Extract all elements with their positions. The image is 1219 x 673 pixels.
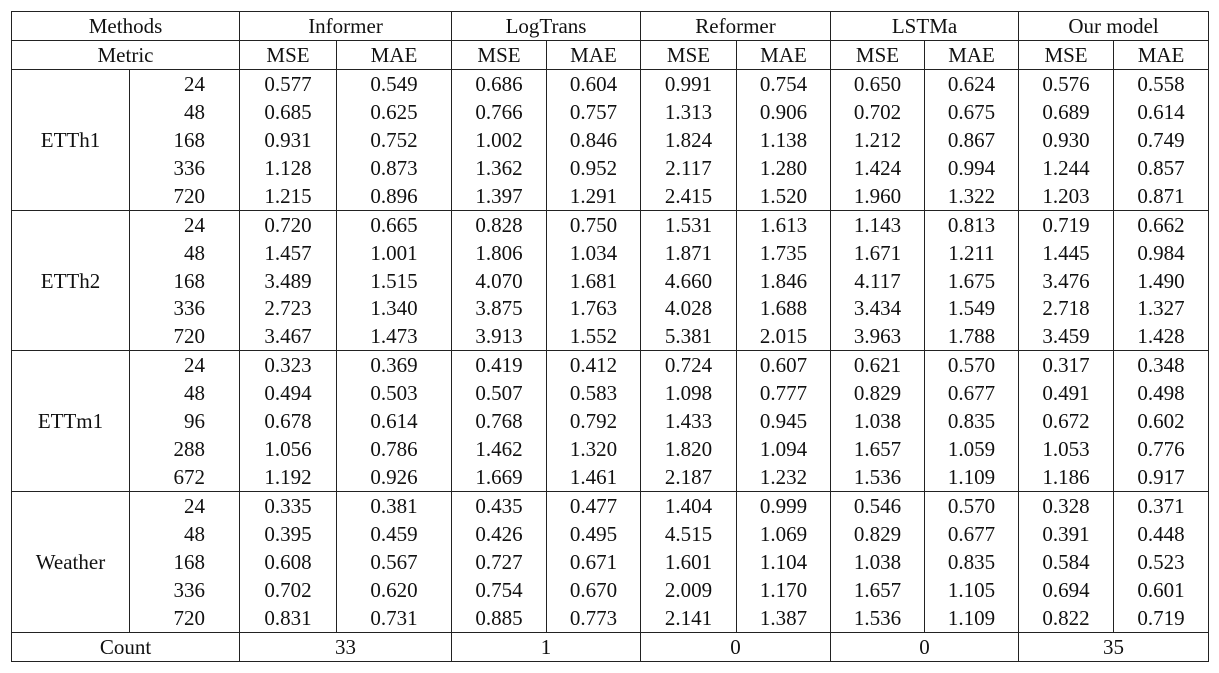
mae-value-cell: 1.846 <box>737 267 831 295</box>
table-row <box>12 69 1209 97</box>
mse-value-cell: 1.536 <box>831 604 925 632</box>
mae-value-cell: 0.846 <box>547 126 641 154</box>
mae-value-cell: 1.001 <box>337 239 452 267</box>
mse-value-cell: 1.215 <box>240 182 337 210</box>
mse-value-cell: 0.686 <box>452 69 547 97</box>
mae-value-cell: 0.896 <box>337 182 452 210</box>
table-row <box>12 182 1209 210</box>
mse-value-cell: 0.930 <box>1019 126 1114 154</box>
mse-value-cell: 0.323 <box>240 351 337 379</box>
horizon-cell: 48 <box>130 520 240 548</box>
metric-mae: MAE <box>1114 40 1209 69</box>
mae-value-cell: 0.583 <box>547 379 641 407</box>
table-body <box>12 12 1209 662</box>
mae-value-cell: 0.570 <box>925 351 1019 379</box>
mse-value-cell: 0.719 <box>1019 210 1114 238</box>
mse-value-cell: 3.963 <box>831 322 925 350</box>
count-row <box>12 632 1209 661</box>
dataset-name: ETTh2 <box>12 210 130 351</box>
count-value-cell: 1 <box>452 632 641 661</box>
mae-value-cell: 0.719 <box>1114 604 1209 632</box>
table-row <box>12 126 1209 154</box>
mae-value-cell: 1.688 <box>737 294 831 322</box>
mse-value-cell: 1.424 <box>831 154 925 182</box>
mae-value-cell: 1.520 <box>737 182 831 210</box>
mse-value-cell: 2.415 <box>641 182 737 210</box>
mae-value-cell: 0.835 <box>925 407 1019 435</box>
mse-value-cell: 0.702 <box>240 576 337 604</box>
mse-value-cell: 1.056 <box>240 435 337 463</box>
mse-value-cell: 1.397 <box>452 182 547 210</box>
mae-value-cell: 0.776 <box>1114 435 1209 463</box>
horizon-cell: 288 <box>130 435 240 463</box>
mae-value-cell: 0.620 <box>337 576 452 604</box>
mae-value-cell: 0.984 <box>1114 239 1209 267</box>
model-header-our-model: Our model <box>1019 12 1209 41</box>
metric-mae: MAE <box>547 40 641 69</box>
mse-value-cell: 0.694 <box>1019 576 1114 604</box>
results-table <box>11 11 1209 662</box>
mse-value-cell: 4.660 <box>641 267 737 295</box>
table-row <box>12 239 1209 267</box>
mse-value-cell: 4.070 <box>452 267 547 295</box>
table-row <box>12 463 1209 491</box>
mse-value-cell: 4.117 <box>831 267 925 295</box>
metric-mae: MAE <box>737 40 831 69</box>
mse-value-cell: 0.685 <box>240 98 337 126</box>
mae-value-cell: 0.773 <box>547 604 641 632</box>
horizon-cell: 24 <box>130 351 240 379</box>
mse-value-cell: 0.576 <box>1019 69 1114 97</box>
mse-value-cell: 0.435 <box>452 492 547 520</box>
mae-value-cell: 1.320 <box>547 435 641 463</box>
mse-value-cell: 1.457 <box>240 239 337 267</box>
mae-value-cell: 0.477 <box>547 492 641 520</box>
mse-value-cell: 1.212 <box>831 126 925 154</box>
mae-value-cell: 1.059 <box>925 435 1019 463</box>
mse-value-cell: 4.028 <box>641 294 737 322</box>
mae-value-cell: 0.777 <box>737 379 831 407</box>
horizon-cell: 336 <box>130 576 240 604</box>
mae-value-cell: 1.473 <box>337 322 452 350</box>
mse-value-cell: 0.507 <box>452 379 547 407</box>
mae-value-cell: 1.549 <box>925 294 1019 322</box>
mse-value-cell: 0.689 <box>1019 98 1114 126</box>
mae-value-cell: 1.340 <box>337 294 452 322</box>
mse-value-cell: 1.657 <box>831 435 925 463</box>
mae-value-cell: 0.749 <box>1114 126 1209 154</box>
mse-value-cell: 0.822 <box>1019 604 1114 632</box>
mae-value-cell: 0.601 <box>1114 576 1209 604</box>
mse-value-cell: 2.009 <box>641 576 737 604</box>
mse-value-cell: 1.038 <box>831 548 925 576</box>
mse-value-cell: 1.404 <box>641 492 737 520</box>
mse-value-cell: 0.584 <box>1019 548 1114 576</box>
mae-value-cell: 1.322 <box>925 182 1019 210</box>
methods-label: Methods <box>12 12 240 41</box>
mse-value-cell: 1.462 <box>452 435 547 463</box>
model-header-lstma: LSTMa <box>831 12 1019 41</box>
mse-value-cell: 0.724 <box>641 351 737 379</box>
horizon-cell: 168 <box>130 126 240 154</box>
metric-label: Metric <box>12 40 240 69</box>
metric-mse: MSE <box>240 40 337 69</box>
table-row <box>12 210 1209 238</box>
mae-value-cell: 0.412 <box>547 351 641 379</box>
metric-mse: MSE <box>641 40 737 69</box>
mse-value-cell: 1.433 <box>641 407 737 435</box>
mae-value-cell: 0.625 <box>337 98 452 126</box>
mse-value-cell: 0.885 <box>452 604 547 632</box>
mae-value-cell: 0.614 <box>1114 98 1209 126</box>
mse-value-cell: 0.491 <box>1019 379 1114 407</box>
table-row <box>12 379 1209 407</box>
mse-value-cell: 0.546 <box>831 492 925 520</box>
mae-value-cell: 0.677 <box>925 520 1019 548</box>
table-row <box>12 604 1209 632</box>
mse-value-cell: 1.002 <box>452 126 547 154</box>
count-value-cell: 0 <box>641 632 831 661</box>
table-row <box>12 435 1209 463</box>
mae-value-cell: 0.731 <box>337 604 452 632</box>
header-row-metric <box>12 40 1209 69</box>
mae-value-cell: 0.906 <box>737 98 831 126</box>
horizon-cell: 672 <box>130 463 240 491</box>
mae-value-cell: 0.750 <box>547 210 641 238</box>
horizon-cell: 48 <box>130 98 240 126</box>
table-row <box>12 294 1209 322</box>
mse-value-cell: 0.828 <box>452 210 547 238</box>
metric-mse: MSE <box>452 40 547 69</box>
dataset-name: ETTm1 <box>12 351 130 492</box>
mse-value-cell: 1.192 <box>240 463 337 491</box>
mse-value-cell: 0.577 <box>240 69 337 97</box>
mae-value-cell: 0.602 <box>1114 407 1209 435</box>
mae-value-cell: 0.792 <box>547 407 641 435</box>
mae-value-cell: 1.069 <box>737 520 831 548</box>
mae-value-cell: 0.503 <box>337 379 452 407</box>
mse-value-cell: 0.650 <box>831 69 925 97</box>
table-row <box>12 322 1209 350</box>
mse-value-cell: 2.187 <box>641 463 737 491</box>
mae-value-cell: 0.873 <box>337 154 452 182</box>
count-label: Count <box>12 632 240 661</box>
mae-value-cell: 0.498 <box>1114 379 1209 407</box>
model-header-logtrans: LogTrans <box>452 12 641 41</box>
mae-value-cell: 1.211 <box>925 239 1019 267</box>
mse-value-cell: 1.244 <box>1019 154 1114 182</box>
horizon-cell: 24 <box>130 69 240 97</box>
mse-value-cell: 1.203 <box>1019 182 1114 210</box>
mse-value-cell: 1.824 <box>641 126 737 154</box>
model-header-reformer: Reformer <box>641 12 831 41</box>
table-row <box>12 520 1209 548</box>
mse-value-cell: 2.723 <box>240 294 337 322</box>
count-value-cell: 0 <box>831 632 1019 661</box>
mae-value-cell: 0.604 <box>547 69 641 97</box>
mae-value-cell: 1.105 <box>925 576 1019 604</box>
mse-value-cell: 0.672 <box>1019 407 1114 435</box>
mae-value-cell: 0.448 <box>1114 520 1209 548</box>
mae-value-cell: 1.763 <box>547 294 641 322</box>
mae-value-cell: 0.607 <box>737 351 831 379</box>
mae-value-cell: 1.170 <box>737 576 831 604</box>
mae-value-cell: 1.735 <box>737 239 831 267</box>
mae-value-cell: 1.104 <box>737 548 831 576</box>
horizon-cell: 168 <box>130 548 240 576</box>
mae-value-cell: 0.926 <box>337 463 452 491</box>
mae-value-cell: 0.670 <box>547 576 641 604</box>
header-row-methods <box>12 12 1209 41</box>
mse-value-cell: 1.362 <box>452 154 547 182</box>
mse-value-cell: 0.829 <box>831 520 925 548</box>
mae-value-cell: 0.752 <box>337 126 452 154</box>
mae-value-cell: 0.570 <box>925 492 1019 520</box>
mae-value-cell: 0.835 <box>925 548 1019 576</box>
table-row <box>12 492 1209 520</box>
horizon-cell: 24 <box>130 210 240 238</box>
mae-value-cell: 0.549 <box>337 69 452 97</box>
table-row <box>12 351 1209 379</box>
mse-value-cell: 1.601 <box>641 548 737 576</box>
mae-value-cell: 1.490 <box>1114 267 1209 295</box>
mae-value-cell: 1.109 <box>925 604 1019 632</box>
mae-value-cell: 1.094 <box>737 435 831 463</box>
mae-value-cell: 0.665 <box>337 210 452 238</box>
mse-value-cell: 0.831 <box>240 604 337 632</box>
metric-mse: MSE <box>831 40 925 69</box>
mae-value-cell: 0.994 <box>925 154 1019 182</box>
mse-value-cell: 0.608 <box>240 548 337 576</box>
mae-value-cell: 0.867 <box>925 126 1019 154</box>
mae-value-cell: 0.952 <box>547 154 641 182</box>
mse-value-cell: 1.186 <box>1019 463 1114 491</box>
mse-value-cell: 3.489 <box>240 267 337 295</box>
mse-value-cell: 2.141 <box>641 604 737 632</box>
metric-mse: MSE <box>1019 40 1114 69</box>
mae-value-cell: 0.369 <box>337 351 452 379</box>
mse-value-cell: 1.313 <box>641 98 737 126</box>
mse-value-cell: 0.328 <box>1019 492 1114 520</box>
mse-value-cell: 0.991 <box>641 69 737 97</box>
mse-value-cell: 1.143 <box>831 210 925 238</box>
mse-value-cell: 0.419 <box>452 351 547 379</box>
horizon-cell: 336 <box>130 154 240 182</box>
mae-value-cell: 0.857 <box>1114 154 1209 182</box>
mse-value-cell: 3.875 <box>452 294 547 322</box>
mae-value-cell: 1.291 <box>547 182 641 210</box>
mse-value-cell: 0.494 <box>240 379 337 407</box>
mae-value-cell: 1.232 <box>737 463 831 491</box>
mae-value-cell: 0.871 <box>1114 182 1209 210</box>
mse-value-cell: 1.531 <box>641 210 737 238</box>
mae-value-cell: 0.371 <box>1114 492 1209 520</box>
dataset-name: ETTh1 <box>12 69 130 210</box>
horizon-cell: 720 <box>130 604 240 632</box>
mse-value-cell: 2.718 <box>1019 294 1114 322</box>
mae-value-cell: 1.515 <box>337 267 452 295</box>
mse-value-cell: 1.806 <box>452 239 547 267</box>
mae-value-cell: 0.459 <box>337 520 452 548</box>
mse-value-cell: 0.395 <box>240 520 337 548</box>
mse-value-cell: 0.766 <box>452 98 547 126</box>
mse-value-cell: 0.727 <box>452 548 547 576</box>
mae-value-cell: 0.558 <box>1114 69 1209 97</box>
mse-value-cell: 0.754 <box>452 576 547 604</box>
mae-value-cell: 0.614 <box>337 407 452 435</box>
horizon-cell: 720 <box>130 322 240 350</box>
mse-value-cell: 5.381 <box>641 322 737 350</box>
mae-value-cell: 0.677 <box>925 379 1019 407</box>
mse-value-cell: 0.391 <box>1019 520 1114 548</box>
mae-value-cell: 1.428 <box>1114 322 1209 350</box>
mse-value-cell: 0.720 <box>240 210 337 238</box>
mse-value-cell: 1.657 <box>831 576 925 604</box>
mse-value-cell: 2.117 <box>641 154 737 182</box>
mse-value-cell: 0.335 <box>240 492 337 520</box>
count-value-cell: 33 <box>240 632 452 661</box>
mse-value-cell: 0.621 <box>831 351 925 379</box>
mse-value-cell: 1.820 <box>641 435 737 463</box>
metric-mae: MAE <box>925 40 1019 69</box>
mae-value-cell: 0.813 <box>925 210 1019 238</box>
mse-value-cell: 3.459 <box>1019 322 1114 350</box>
mse-value-cell: 3.476 <box>1019 267 1114 295</box>
mae-value-cell: 0.754 <box>737 69 831 97</box>
mae-value-cell: 1.387 <box>737 604 831 632</box>
mse-value-cell: 0.702 <box>831 98 925 126</box>
table-row <box>12 98 1209 126</box>
mse-value-cell: 1.669 <box>452 463 547 491</box>
horizon-cell: 168 <box>130 267 240 295</box>
mse-value-cell: 0.768 <box>452 407 547 435</box>
mae-value-cell: 1.280 <box>737 154 831 182</box>
mse-value-cell: 0.426 <box>452 520 547 548</box>
mae-value-cell: 0.624 <box>925 69 1019 97</box>
table-row <box>12 407 1209 435</box>
mae-value-cell: 1.552 <box>547 322 641 350</box>
mae-value-cell: 0.381 <box>337 492 452 520</box>
mse-value-cell: 0.678 <box>240 407 337 435</box>
mae-value-cell: 2.015 <box>737 322 831 350</box>
mae-value-cell: 0.757 <box>547 98 641 126</box>
mse-value-cell: 0.829 <box>831 379 925 407</box>
horizon-cell: 48 <box>130 239 240 267</box>
horizon-cell: 24 <box>130 492 240 520</box>
mse-value-cell: 0.317 <box>1019 351 1114 379</box>
mse-value-cell: 1.098 <box>641 379 737 407</box>
mse-value-cell: 3.913 <box>452 322 547 350</box>
mae-value-cell: 0.999 <box>737 492 831 520</box>
horizon-cell: 96 <box>130 407 240 435</box>
mse-value-cell: 3.434 <box>831 294 925 322</box>
mae-value-cell: 1.109 <box>925 463 1019 491</box>
mae-value-cell: 1.675 <box>925 267 1019 295</box>
mse-value-cell: 3.467 <box>240 322 337 350</box>
model-header-informer: Informer <box>240 12 452 41</box>
mae-value-cell: 1.681 <box>547 267 641 295</box>
mae-value-cell: 0.523 <box>1114 548 1209 576</box>
mse-value-cell: 1.671 <box>831 239 925 267</box>
table-row <box>12 267 1209 295</box>
mse-value-cell: 1.536 <box>831 463 925 491</box>
metric-mae: MAE <box>337 40 452 69</box>
mae-value-cell: 0.945 <box>737 407 831 435</box>
mse-value-cell: 0.931 <box>240 126 337 154</box>
mse-value-cell: 1.053 <box>1019 435 1114 463</box>
horizon-cell: 336 <box>130 294 240 322</box>
mae-value-cell: 0.671 <box>547 548 641 576</box>
horizon-cell: 720 <box>130 182 240 210</box>
mae-value-cell: 1.138 <box>737 126 831 154</box>
mse-value-cell: 1.128 <box>240 154 337 182</box>
mae-value-cell: 0.786 <box>337 435 452 463</box>
mae-value-cell: 0.495 <box>547 520 641 548</box>
count-value-cell: 35 <box>1019 632 1209 661</box>
mse-value-cell: 1.960 <box>831 182 925 210</box>
mae-value-cell: 1.034 <box>547 239 641 267</box>
mae-value-cell: 0.567 <box>337 548 452 576</box>
table-row <box>12 548 1209 576</box>
mae-value-cell: 1.788 <box>925 322 1019 350</box>
mse-value-cell: 1.871 <box>641 239 737 267</box>
dataset-name: Weather <box>12 492 130 633</box>
mae-value-cell: 0.348 <box>1114 351 1209 379</box>
mae-value-cell: 0.917 <box>1114 463 1209 491</box>
mae-value-cell: 1.613 <box>737 210 831 238</box>
mae-value-cell: 1.327 <box>1114 294 1209 322</box>
horizon-cell: 48 <box>130 379 240 407</box>
mse-value-cell: 1.038 <box>831 407 925 435</box>
mse-value-cell: 1.445 <box>1019 239 1114 267</box>
table-row <box>12 154 1209 182</box>
mae-value-cell: 0.675 <box>925 98 1019 126</box>
mae-value-cell: 0.662 <box>1114 210 1209 238</box>
table-row <box>12 576 1209 604</box>
mse-value-cell: 4.515 <box>641 520 737 548</box>
mae-value-cell: 1.461 <box>547 463 641 491</box>
